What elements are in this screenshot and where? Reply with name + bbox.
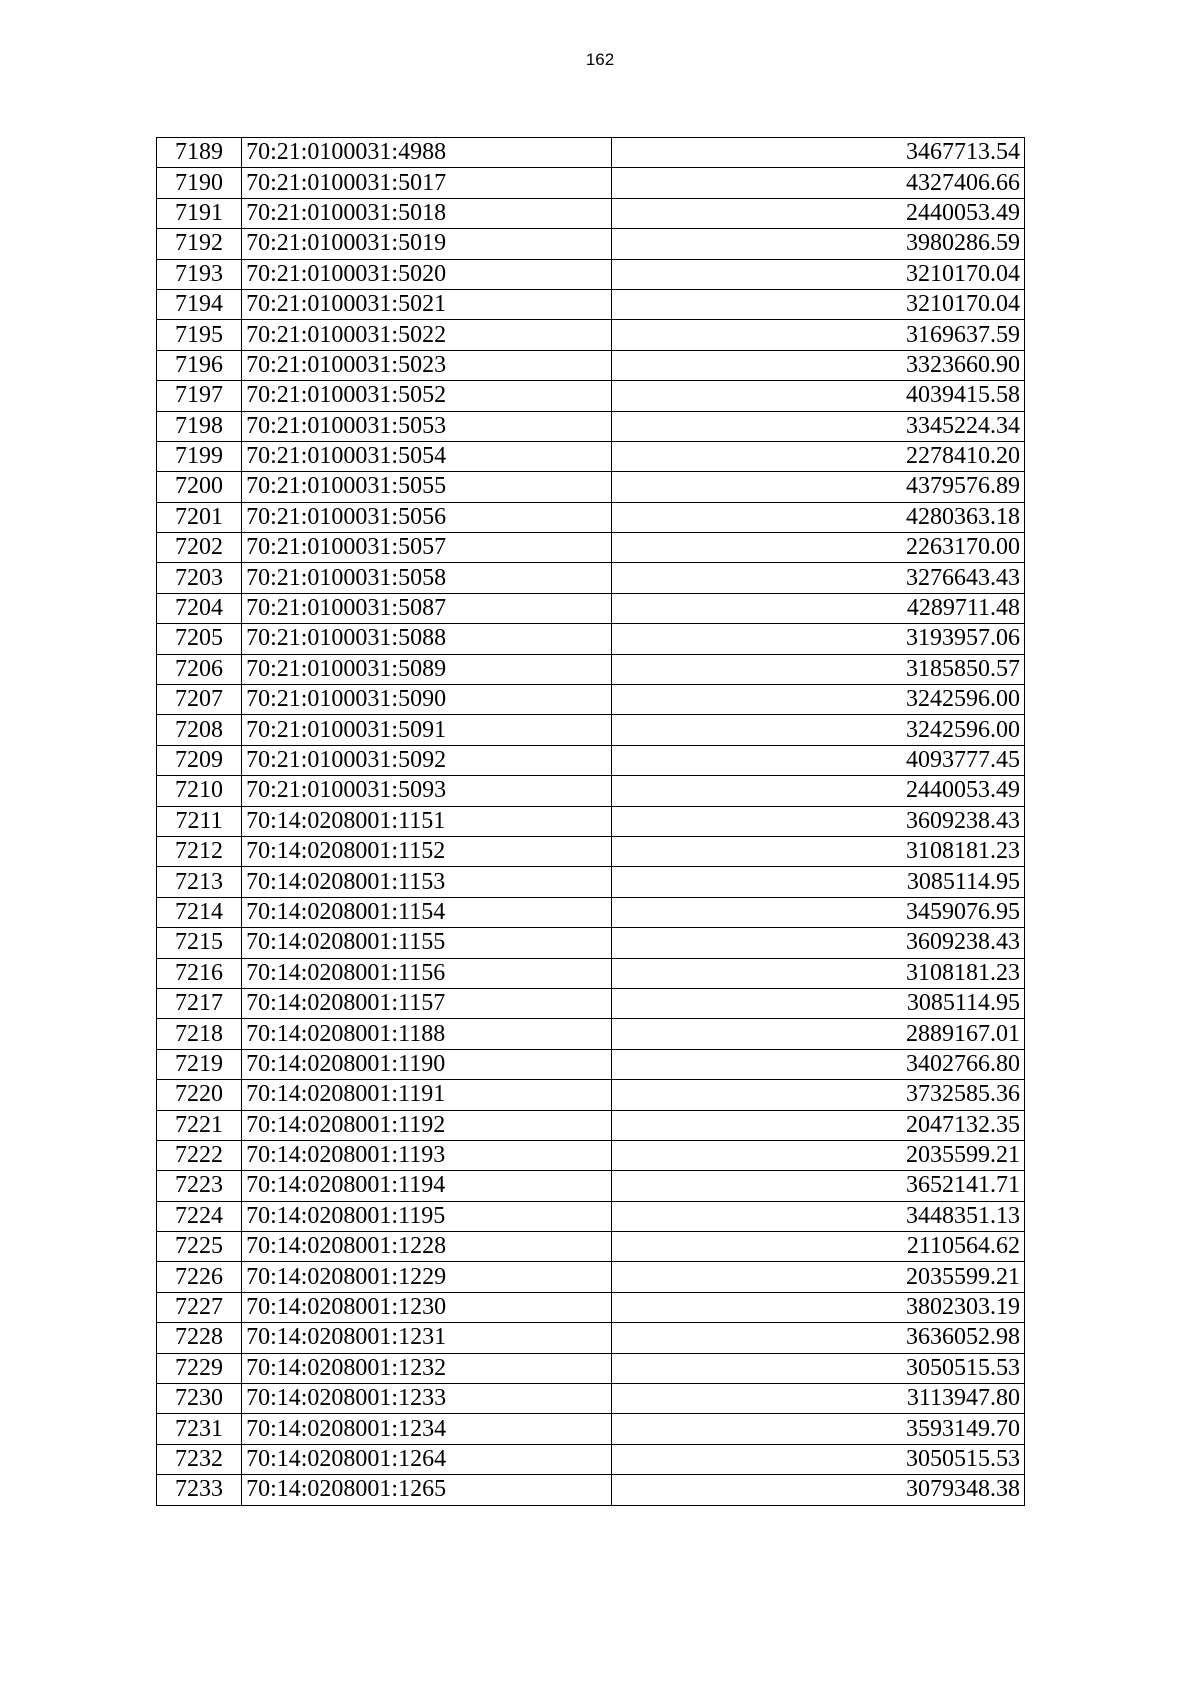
row-number-cell: 7194 (157, 289, 242, 319)
value-cell: 3085114.95 (611, 988, 1024, 1018)
table-row (157, 1353, 1025, 1383)
row-number-cell: 7215 (157, 928, 242, 958)
table-row (157, 472, 1025, 502)
value-cell: 4289711.48 (611, 593, 1024, 623)
row-number-cell: 7201 (157, 502, 242, 532)
value-cell: 3609238.43 (611, 806, 1024, 836)
table-row (157, 1384, 1025, 1414)
table-row (157, 836, 1025, 866)
cadastral-number-cell: 70:21:0100031:5092 (242, 745, 612, 775)
value-cell: 3242596.00 (611, 685, 1024, 715)
value-cell: 3193957.06 (611, 624, 1024, 654)
table-row (157, 168, 1025, 198)
cadastral-number-cell: 70:14:0208001:1229 (242, 1262, 612, 1292)
row-number-cell: 7198 (157, 411, 242, 441)
row-number-cell: 7211 (157, 806, 242, 836)
cadastral-number-cell: 70:21:0100031:5053 (242, 411, 612, 441)
table-row (157, 1232, 1025, 1262)
row-number-cell: 7213 (157, 867, 242, 897)
value-cell: 3980286.59 (611, 229, 1024, 259)
cadastral-number-cell: 70:21:0100031:5017 (242, 168, 612, 198)
value-cell: 2263170.00 (611, 533, 1024, 563)
row-number-cell: 7195 (157, 320, 242, 350)
table-row (157, 1414, 1025, 1444)
row-number-cell: 7193 (157, 259, 242, 289)
cadastral-number-cell: 70:21:0100031:5057 (242, 533, 612, 563)
cadastral-number-cell: 70:14:0208001:1265 (242, 1475, 612, 1505)
table-row (157, 745, 1025, 775)
cadastral-number-cell: 70:21:0100031:5089 (242, 654, 612, 684)
table-row (157, 320, 1025, 350)
cadastral-number-cell: 70:14:0208001:1154 (242, 897, 612, 927)
value-cell: 2110564.62 (611, 1232, 1024, 1262)
row-number-cell: 7218 (157, 1019, 242, 1049)
row-number-cell: 7225 (157, 1232, 242, 1262)
row-number-cell: 7229 (157, 1353, 242, 1383)
cadastral-number-cell: 70:14:0208001:1230 (242, 1292, 612, 1322)
value-cell: 4327406.66 (611, 168, 1024, 198)
value-cell: 3636052.98 (611, 1323, 1024, 1353)
row-number-cell: 7232 (157, 1444, 242, 1474)
value-cell: 3323660.90 (611, 350, 1024, 380)
row-number-cell: 7216 (157, 958, 242, 988)
row-number-cell: 7192 (157, 229, 242, 259)
table-row (157, 1292, 1025, 1322)
value-cell: 3652141.71 (611, 1171, 1024, 1201)
cadastral-number-cell: 70:14:0208001:1232 (242, 1353, 612, 1383)
cadastral-number-cell: 70:14:0208001:1190 (242, 1049, 612, 1079)
row-number-cell: 7203 (157, 563, 242, 593)
value-cell: 3079348.38 (611, 1475, 1024, 1505)
table-row (157, 1110, 1025, 1140)
cadastral-number-cell: 70:14:0208001:1153 (242, 867, 612, 897)
table-row (157, 806, 1025, 836)
table-row (157, 198, 1025, 228)
cadastral-value-table (156, 137, 1025, 1506)
row-number-cell: 7200 (157, 472, 242, 502)
row-number-cell: 7204 (157, 593, 242, 623)
cadastral-number-cell: 70:14:0208001:1188 (242, 1019, 612, 1049)
table-row (157, 593, 1025, 623)
row-number-cell: 7197 (157, 381, 242, 411)
cadastral-number-cell: 70:21:0100031:5090 (242, 685, 612, 715)
page-number: 162 (585, 50, 615, 69)
row-number-cell: 7223 (157, 1171, 242, 1201)
value-cell: 2440053.49 (611, 776, 1024, 806)
row-number-cell: 7219 (157, 1049, 242, 1079)
table-row (157, 685, 1025, 715)
row-number-cell: 7199 (157, 441, 242, 471)
cadastral-number-cell: 70:21:0100031:5055 (242, 472, 612, 502)
row-number-cell: 7233 (157, 1475, 242, 1505)
row-number-cell: 7227 (157, 1292, 242, 1322)
row-number-cell: 7231 (157, 1414, 242, 1444)
table-row (157, 624, 1025, 654)
table-row (157, 1171, 1025, 1201)
table-row (157, 897, 1025, 927)
table-row (157, 988, 1025, 1018)
value-cell: 3242596.00 (611, 715, 1024, 745)
value-cell: 3276643.43 (611, 563, 1024, 593)
row-number-cell: 7208 (157, 715, 242, 745)
value-cell: 2035599.21 (611, 1262, 1024, 1292)
cadastral-number-cell: 70:14:0208001:1151 (242, 806, 612, 836)
value-cell: 3467713.54 (611, 138, 1024, 168)
table-row (157, 229, 1025, 259)
value-cell: 3459076.95 (611, 897, 1024, 927)
cadastral-number-cell: 70:14:0208001:1156 (242, 958, 612, 988)
table-row (157, 958, 1025, 988)
table-row (157, 289, 1025, 319)
row-number-cell: 7220 (157, 1080, 242, 1110)
table-row (157, 138, 1025, 168)
table-row (157, 867, 1025, 897)
row-number-cell: 7207 (157, 685, 242, 715)
row-number-cell: 7212 (157, 836, 242, 866)
cadastral-number-cell: 70:21:0100031:5087 (242, 593, 612, 623)
value-cell: 3210170.04 (611, 259, 1024, 289)
cadastral-number-cell: 70:14:0208001:1195 (242, 1201, 612, 1231)
table-row (157, 1140, 1025, 1170)
table-row (157, 563, 1025, 593)
row-number-cell: 7209 (157, 745, 242, 775)
table-row (157, 715, 1025, 745)
cadastral-number-cell: 70:21:0100031:5019 (242, 229, 612, 259)
table-row (157, 441, 1025, 471)
cadastral-number-cell: 70:14:0208001:1157 (242, 988, 612, 1018)
cadastral-number-cell: 70:14:0208001:1234 (242, 1414, 612, 1444)
row-number-cell: 7191 (157, 198, 242, 228)
value-cell: 3050515.53 (611, 1444, 1024, 1474)
value-cell: 3593149.70 (611, 1414, 1024, 1444)
cadastral-number-cell: 70:14:0208001:1155 (242, 928, 612, 958)
row-number-cell: 7210 (157, 776, 242, 806)
table-row (157, 381, 1025, 411)
cadastral-number-cell: 70:21:0100031:5021 (242, 289, 612, 319)
row-number-cell: 7196 (157, 350, 242, 380)
cadastral-number-cell: 70:14:0208001:1193 (242, 1140, 612, 1170)
table-row (157, 1201, 1025, 1231)
value-cell: 2440053.49 (611, 198, 1024, 228)
row-number-cell: 7214 (157, 897, 242, 927)
row-number-cell: 7221 (157, 1110, 242, 1140)
cadastral-number-cell: 70:14:0208001:1191 (242, 1080, 612, 1110)
cadastral-number-cell: 70:21:0100031:5091 (242, 715, 612, 745)
row-number-cell: 7226 (157, 1262, 242, 1292)
cadastral-number-cell: 70:21:0100031:5020 (242, 259, 612, 289)
value-cell: 3802303.19 (611, 1292, 1024, 1322)
row-number-cell: 7222 (157, 1140, 242, 1170)
table-row (157, 1475, 1025, 1505)
cadastral-number-cell: 70:21:0100031:5056 (242, 502, 612, 532)
table-row (157, 1323, 1025, 1353)
table-row (157, 1049, 1025, 1079)
table-row (157, 654, 1025, 684)
table-row (157, 350, 1025, 380)
value-cell: 3609238.43 (611, 928, 1024, 958)
cadastral-number-cell: 70:14:0208001:1192 (242, 1110, 612, 1140)
row-number-cell: 7189 (157, 138, 242, 168)
value-cell: 3402766.80 (611, 1049, 1024, 1079)
value-cell: 3050515.53 (611, 1353, 1024, 1383)
cadastral-number-cell: 70:14:0208001:1194 (242, 1171, 612, 1201)
table-row (157, 1444, 1025, 1474)
row-number-cell: 7230 (157, 1384, 242, 1414)
row-number-cell: 7217 (157, 988, 242, 1018)
value-cell: 3185850.57 (611, 654, 1024, 684)
value-cell: 2889167.01 (611, 1019, 1024, 1049)
cadastral-number-cell: 70:14:0208001:1152 (242, 836, 612, 866)
table-row (157, 1019, 1025, 1049)
cadastral-number-cell: 70:14:0208001:1264 (242, 1444, 612, 1474)
value-cell: 2035599.21 (611, 1140, 1024, 1170)
cadastral-number-cell: 70:14:0208001:1228 (242, 1232, 612, 1262)
value-cell: 3210170.04 (611, 289, 1024, 319)
table-row (157, 502, 1025, 532)
cadastral-number-cell: 70:21:0100031:5052 (242, 381, 612, 411)
cadastral-number-cell: 70:21:0100031:5093 (242, 776, 612, 806)
row-number-cell: 7228 (157, 1323, 242, 1353)
cadastral-number-cell: 70:21:0100031:4988 (242, 138, 612, 168)
cadastral-number-cell: 70:21:0100031:5018 (242, 198, 612, 228)
value-cell: 4280363.18 (611, 502, 1024, 532)
table-row (157, 1262, 1025, 1292)
value-cell: 3732585.36 (611, 1080, 1024, 1110)
value-cell: 4379576.89 (611, 472, 1024, 502)
value-cell: 3108181.23 (611, 958, 1024, 988)
value-cell: 2278410.20 (611, 441, 1024, 471)
table-row (157, 776, 1025, 806)
value-cell: 4039415.58 (611, 381, 1024, 411)
row-number-cell: 7205 (157, 624, 242, 654)
cadastral-number-cell: 70:21:0100031:5054 (242, 441, 612, 471)
row-number-cell: 7190 (157, 168, 242, 198)
value-cell: 4093777.45 (611, 745, 1024, 775)
row-number-cell: 7224 (157, 1201, 242, 1231)
table-body (157, 138, 1025, 1506)
cadastral-number-cell: 70:14:0208001:1231 (242, 1323, 612, 1353)
value-cell: 2047132.35 (611, 1110, 1024, 1140)
row-number-cell: 7206 (157, 654, 242, 684)
row-number-cell: 7202 (157, 533, 242, 563)
value-cell: 3085114.95 (611, 867, 1024, 897)
value-cell: 3108181.23 (611, 836, 1024, 866)
cadastral-number-cell: 70:21:0100031:5023 (242, 350, 612, 380)
cadastral-number-cell: 70:21:0100031:5022 (242, 320, 612, 350)
table-row (157, 533, 1025, 563)
cadastral-number-cell: 70:21:0100031:5088 (242, 624, 612, 654)
cadastral-number-cell: 70:14:0208001:1233 (242, 1384, 612, 1414)
value-cell: 3345224.34 (611, 411, 1024, 441)
cadastral-number-cell: 70:21:0100031:5058 (242, 563, 612, 593)
value-cell: 3113947.80 (611, 1384, 1024, 1414)
table-row (157, 1080, 1025, 1110)
value-cell: 3169637.59 (611, 320, 1024, 350)
table-row (157, 259, 1025, 289)
table-row (157, 411, 1025, 441)
table-row (157, 928, 1025, 958)
value-cell: 3448351.13 (611, 1201, 1024, 1231)
